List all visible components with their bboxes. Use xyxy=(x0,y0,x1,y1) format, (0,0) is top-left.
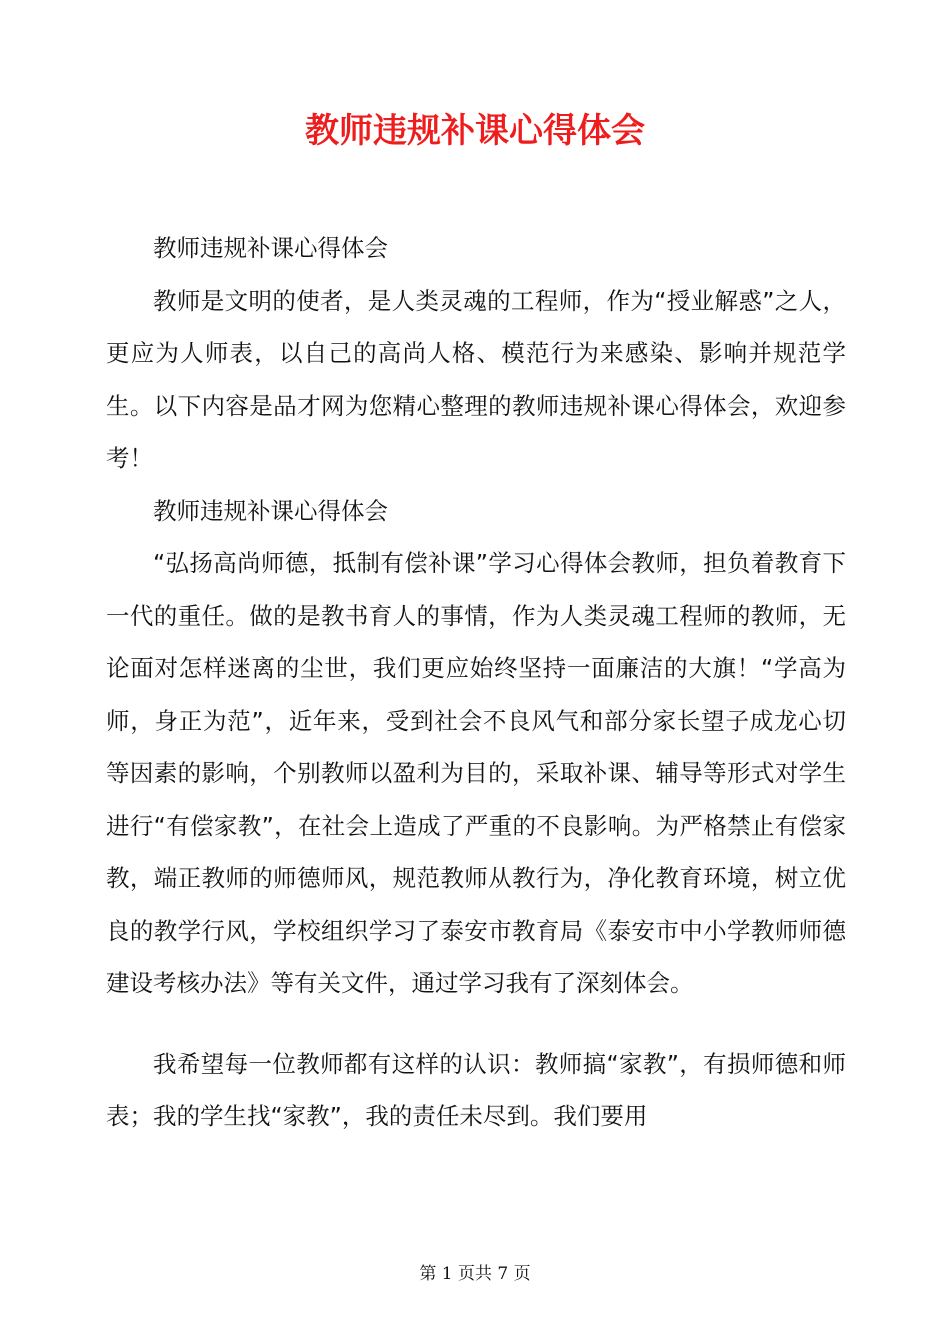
body-paragraph-closing: 我希望每一位教师都有这样的认识：教师搞“家教”，有损师德和师表；我的学生找“家教”，我的责任未尽到。我们要用 xyxy=(106,1049,846,1130)
body-paragraph-intro: 教师是文明的使者，是人类灵魂的工程师，作为“授业解惑”之人，更应为人师表，以自己的高尚人格、模范行为来感染、影响并规范学生。以下内容是品才网为您精心整理的教师违规补课心得体会，欢迎参考！ xyxy=(106,286,846,472)
body-paragraph-heading-2: 教师违规补课心得体会 xyxy=(153,496,388,525)
body-paragraph-main: “弘扬高尚师德，抵制有偿补课”学习心得体会教师，担负着教育下一代的重任。做的是教书育人的事情，作为人类灵魂工程师的教师，无论面对怎样迷离的尘世，我们更应始终坚持一面廉洁的大旗！“学高为师，身正为范”，近年来，受到社会不良风气和部分家长望子成龙心切等因素的影响，个别教师以盈利为目的，采取补课、辅导等形式对学生进行“有偿家教”，在社会上造成了严重的不良影响。为严格禁止有偿家教，端正教师的师德师风，规范教师从教行为，净化教育环境，树立优良的教学行风，学校组织学习了泰安市教育局《泰安市中小学教师师德建设考核办法》等有关文件，通过学习我有了深刻体会。 xyxy=(106,549,846,997)
document-body xyxy=(106,222,846,1143)
body-paragraph-heading-1: 教师违规补课心得体会 xyxy=(153,234,388,262)
page-number-footer: 第 1 页共 7 页 xyxy=(419,1264,531,1284)
paragraph-spacer xyxy=(106,1010,846,1038)
document-title: 教师违规补课心得体会 xyxy=(305,111,645,151)
